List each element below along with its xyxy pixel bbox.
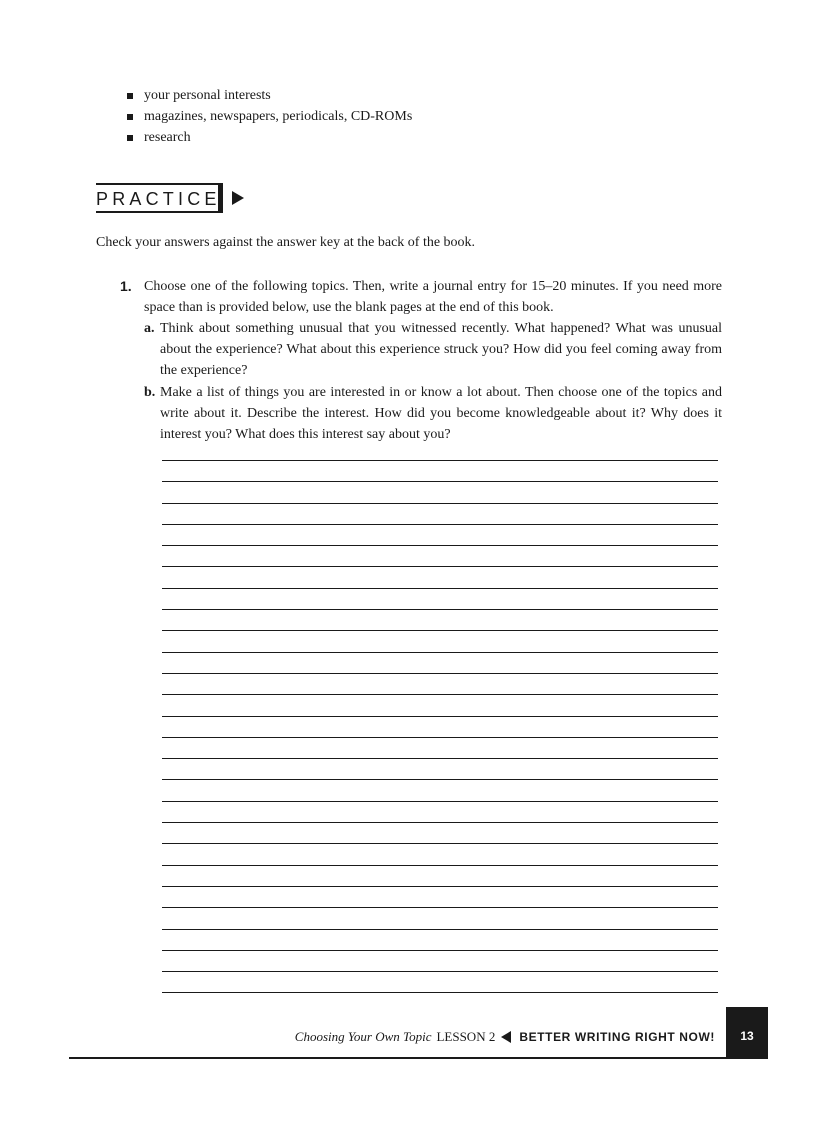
part-b-text: Make a list of things you are interested in or know a lot about. Then choose one of the topics and write about it. Describe the interest. How did you become knowledgeable about it? Why does it interest you? What does this interest say about you?: [160, 385, 722, 442]
question-number: 1.: [120, 278, 132, 294]
instructions-text: Check your answers against the answer key at the back of the book.: [96, 235, 476, 250]
writing-line[interactable]: [162, 779, 718, 800]
footer-topic: Choosing Your Own Topic: [294, 1029, 432, 1044]
writing-line[interactable]: [162, 609, 718, 630]
writing-line[interactable]: [162, 758, 718, 779]
writing-line[interactable]: [162, 588, 718, 609]
writing-line[interactable]: [162, 737, 718, 758]
writing-line[interactable]: [162, 481, 718, 502]
writing-line[interactable]: [162, 630, 718, 651]
writing-line[interactable]: [162, 566, 718, 587]
footer-rule: [69, 1057, 768, 1059]
question-text: Choose one of the following topics. Then, write a journal entry for 15–20 minutes. If you need more space than is provided below, use the blank pages at the end of this book.: [144, 279, 722, 315]
right-arrow-icon: [232, 191, 244, 205]
writing-line[interactable]: [162, 822, 718, 843]
part-a-letter: a.: [144, 321, 155, 336]
running-footer: [295, 1028, 715, 1046]
left-arrow-icon: [501, 1031, 511, 1043]
page-number-box: [726, 1007, 768, 1059]
writing-line[interactable]: [162, 950, 718, 971]
writing-line[interactable]: [162, 694, 718, 715]
writing-line[interactable]: [162, 907, 718, 928]
writing-line[interactable]: [162, 716, 718, 737]
part-a-text: Think about something unusual that you witnessed recently. What happened? What was unusual about the experience? What about this experience struck you? How did you feel coming away from the experience?: [160, 321, 722, 378]
bullet-list: [127, 85, 412, 148]
page-number: 13: [740, 1029, 754, 1043]
square-bullet-icon: [127, 93, 133, 99]
writing-line[interactable]: [162, 801, 718, 822]
writing-lines-area[interactable]: [162, 460, 718, 1014]
square-bullet-icon: [127, 135, 133, 141]
part-b-letter: b.: [144, 385, 156, 400]
square-bullet-icon: [127, 114, 133, 120]
writing-line[interactable]: [162, 971, 718, 992]
writing-line[interactable]: [162, 652, 718, 673]
writing-line[interactable]: [162, 503, 718, 524]
writing-line[interactable]: [162, 524, 718, 545]
bullet-item: your personal interests: [127, 85, 412, 106]
practice-heading: [96, 183, 223, 213]
writing-line[interactable]: [162, 545, 718, 566]
writing-line[interactable]: [162, 886, 718, 907]
footer-lesson: LESSON 2: [436, 1029, 496, 1044]
footer-book-title: BETTER WRITING RIGHT NOW!: [519, 1030, 715, 1044]
writing-line[interactable]: [162, 992, 718, 1013]
bullet-item: research: [127, 127, 412, 148]
bullet-item: magazines, newspapers, periodicals, CD-ROMs: [127, 106, 412, 127]
writing-line[interactable]: [162, 929, 718, 950]
writing-line[interactable]: [162, 865, 718, 886]
practice-label: PRACTICE: [96, 189, 221, 209]
writing-line[interactable]: [162, 843, 718, 864]
writing-line[interactable]: [162, 460, 718, 481]
writing-line[interactable]: [162, 673, 718, 694]
